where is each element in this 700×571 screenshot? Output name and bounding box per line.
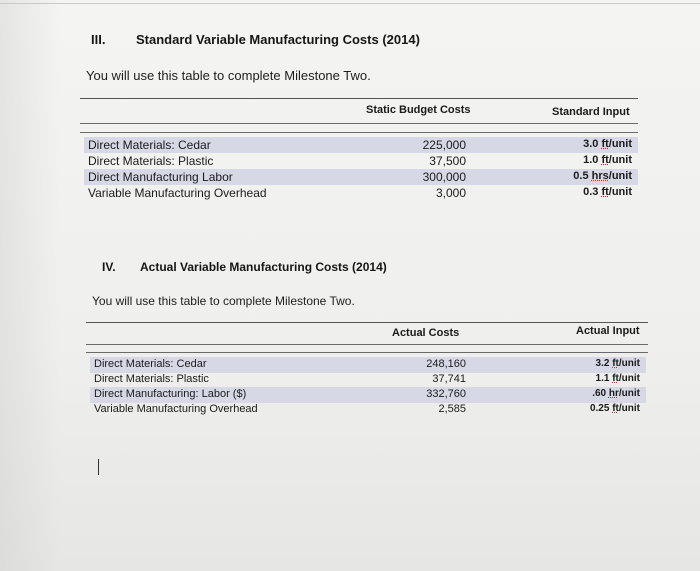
- row-label: Direct Materials: Cedar: [94, 358, 207, 370]
- row-label: Direct Manufacturing Labor: [88, 170, 233, 184]
- row-cost: 37,741: [432, 373, 466, 385]
- page-shadow: [0, 0, 60, 571]
- section3-top-rule: [80, 98, 638, 99]
- table-row: [90, 387, 646, 403]
- section4-top-rule: [86, 322, 648, 323]
- section4-col-input: Actual Input: [576, 325, 640, 337]
- section3-title: Standard Variable Manufacturing Costs (2014): [136, 32, 420, 47]
- row-label: Variable Manufacturing Overhead: [88, 186, 267, 200]
- row-input: 1.0 ft/unit: [583, 154, 632, 166]
- table-row: [90, 402, 646, 418]
- row-input: 3.0 ft/unit: [583, 138, 632, 150]
- row-label: Direct Materials: Cedar: [88, 138, 211, 152]
- row-input: 0.3 ft/unit: [583, 186, 632, 198]
- table-row: [84, 137, 638, 153]
- table-row: [84, 153, 638, 169]
- row-input: 1.1 ft/unit: [595, 373, 640, 384]
- row-input: 0.5 hrs/unit: [573, 170, 632, 182]
- row-cost: 225,000: [422, 138, 466, 152]
- row-input: 0.25 ft/unit: [589, 403, 640, 414]
- section4-col-costs: Actual Costs: [392, 327, 460, 339]
- row-input: 3.2 ft/unit: [595, 358, 640, 369]
- row-cost: 2,585: [438, 403, 466, 415]
- section4-title: Actual Variable Manufacturing Costs (2014): [140, 260, 387, 274]
- row-input: .60 hr/unit: [592, 388, 640, 399]
- row-cost: 248,160: [426, 358, 466, 370]
- row-cost: 37,500: [429, 154, 466, 168]
- section4-number: IV.: [102, 260, 116, 274]
- text-cursor[interactable]: [98, 459, 99, 475]
- section3-col-input: Standard Input: [552, 106, 630, 118]
- section4-header-rule-2: [86, 352, 648, 353]
- row-cost: 3,000: [435, 186, 466, 200]
- row-cost: 300,000: [422, 170, 466, 184]
- page-top-border: [0, 3, 700, 4]
- row-label: Direct Materials: Plastic: [94, 373, 209, 385]
- section3-col-costs: Static Budget Costs: [366, 104, 471, 116]
- section3-header-rule-2: [80, 132, 638, 133]
- row-cost: 332,760: [426, 388, 466, 400]
- table-row: [84, 169, 638, 185]
- section3-intro: You will use this table to complete Milestone Two.: [86, 68, 371, 83]
- row-label: Direct Materials: Plastic: [88, 154, 214, 168]
- section3-header-rule: [80, 123, 638, 124]
- row-label: Variable Manufacturing Overhead: [94, 403, 258, 415]
- row-label: Direct Manufacturing: Labor ($): [94, 388, 247, 400]
- table-row: [90, 357, 646, 373]
- table-row: [90, 372, 646, 388]
- section4-header-rule: [86, 344, 648, 345]
- table-row: [84, 185, 638, 201]
- section3-number: III.: [91, 32, 106, 47]
- section4-intro: You will use this table to complete Milestone Two.: [92, 294, 355, 308]
